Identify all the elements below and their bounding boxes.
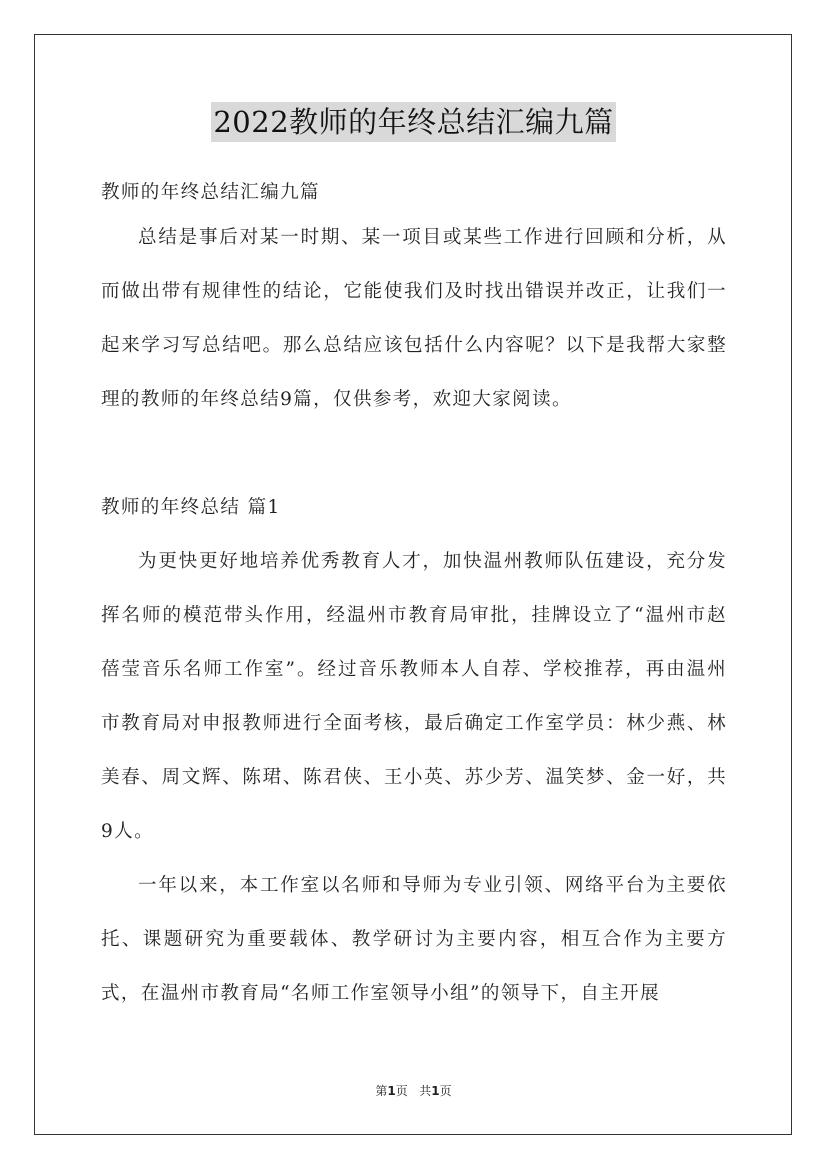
page-mid: 页 共 bbox=[395, 1084, 432, 1098]
page-total: 1 bbox=[431, 1084, 440, 1098]
page-suffix: 页 bbox=[439, 1084, 452, 1098]
page-footer bbox=[0, 1082, 827, 1099]
document-subtitle: 教师的年终总结汇编九篇 bbox=[101, 182, 320, 203]
page-prefix: 第 bbox=[375, 1084, 388, 1098]
intro-paragraph: 总结是事后对某一时期、某一项目或某些工作进行回顾和分析，从而做出带有规律性的结论，它能使我们及时找出错误并改正，让我们一起来学习写总结吧。那么总结应该包括什么内容呢？以下是我帮大家整理的教师的年终总结9篇，仅供参考，欢迎大家阅读。 bbox=[101, 227, 727, 410]
page-current: 1 bbox=[387, 1084, 396, 1098]
body-paragraph-2: 一年以来，本工作室以名师和导师为专业引领、网络平台为主要依托、课题研究为重要载体、教学研讨为主要内容，相互合作为主要方式，在温州市教育局“名师工作室领导小组”的领导下，自主开展 bbox=[101, 875, 727, 1004]
section-heading: 教师的年终总结 篇1 bbox=[101, 497, 281, 518]
title-container bbox=[0, 102, 827, 142]
blank-line bbox=[101, 427, 727, 481]
document-title: 2022教师的年终总结汇编九篇 bbox=[211, 102, 615, 142]
body-paragraph-1: 为更快更好地培养优秀教育人才，加快温州教师队伍建设，充分发挥名师的模范带头作用，经温州市教育局审批，挂牌设立了“温州市赵蓓莹音乐名师工作室”。经过音乐教师本人自荐、学校推荐，再由温州市教育局对申报教师进行全面考核，最后确定工作室学员：林少燕、林美春、周文辉、陈珺、陈君侠、王小英、苏少芳、温笑梦、金一好，共9人。 bbox=[101, 551, 727, 842]
document-body bbox=[101, 175, 727, 1021]
